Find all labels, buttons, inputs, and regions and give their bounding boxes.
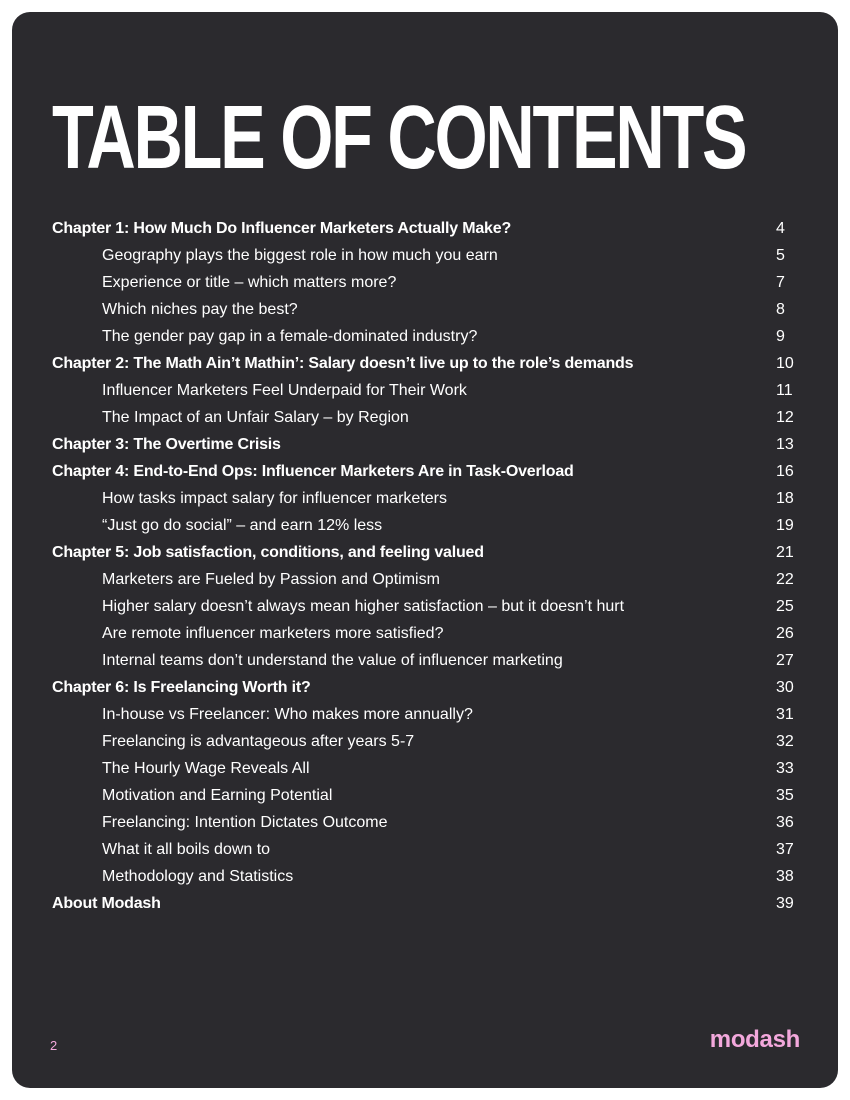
toc-entry-page-number: 39: [776, 895, 794, 912]
toc-section-entry[interactable]: [12, 836, 838, 863]
toc-entry-page-number: 25: [776, 598, 794, 615]
toc-entry-title: About Modash: [52, 895, 161, 912]
toc-entry-title: Which niches pay the best?: [102, 301, 298, 318]
toc-entry-page-number: 10: [776, 355, 794, 372]
toc-entry-page-number: 22: [776, 571, 794, 588]
toc-entry-title: Methodology and Statistics: [102, 868, 294, 885]
toc-entry-title: In-house vs Freelancer: Who makes more annually?: [102, 706, 473, 723]
toc-entry-page-number: 31: [776, 706, 794, 723]
toc-entry-title: Chapter 3: The Overtime Crisis: [52, 436, 281, 453]
toc-entry-page-number: 30: [776, 679, 794, 696]
toc-entry-title: Experience or title – which matters more?: [102, 274, 397, 291]
toc-entry-page-number: 16: [776, 463, 794, 480]
toc-section-entry[interactable]: [12, 377, 838, 404]
brand-logo: modash: [709, 1026, 800, 1053]
toc-entry-title: Chapter 6: Is Freelancing Worth it?: [52, 679, 311, 696]
toc-entry-page-number: 38: [776, 868, 794, 885]
toc-entry-title: Chapter 4: End-to-End Ops: Influencer Marketers Are in Task-Overload: [52, 463, 574, 480]
toc-section-entry[interactable]: [12, 728, 838, 755]
toc-entry-page-number: 5: [776, 247, 785, 264]
toc-entry-page-number: 33: [776, 760, 794, 777]
toc-entry-page-number: 4: [776, 220, 785, 237]
toc-section-entry[interactable]: [12, 323, 838, 350]
toc-chapter-entry[interactable]: [12, 458, 838, 485]
toc-entry-title: The Impact of an Unfair Salary – by Region: [102, 409, 409, 426]
toc-entry-title: Influencer Marketers Feel Underpaid for Their Work: [102, 382, 467, 399]
toc-entry-page-number: 32: [776, 733, 794, 750]
toc-section-entry[interactable]: [12, 485, 838, 512]
document-page: [12, 12, 838, 1088]
toc-entry-title: Chapter 2: The Math Ain’t Mathin’: Salary doesn’t live up to the role’s demands: [52, 355, 634, 372]
toc-entry-title: The gender pay gap in a female-dominated industry?: [102, 328, 478, 345]
toc-entry-page-number: 7: [776, 274, 785, 291]
toc-entry-title: Motivation and Earning Potential: [102, 787, 333, 804]
toc-entry-title: What it all boils down to: [102, 841, 271, 858]
toc-entry-page-number: 13: [776, 436, 794, 453]
toc-entry-title: “Just go do social” – and earn 12% less: [102, 517, 383, 534]
toc-entry-title: Geography plays the biggest role in how much you earn: [102, 247, 498, 264]
toc-entry-page-number: 36: [776, 814, 794, 831]
toc-chapter-entry[interactable]: [12, 350, 838, 377]
toc-entry-title: Freelancing is advantageous after years 5-7: [102, 733, 415, 750]
toc-section-entry[interactable]: [12, 755, 838, 782]
toc-chapter-entry[interactable]: [12, 431, 838, 458]
toc-section-entry[interactable]: [12, 269, 838, 296]
toc-entry-page-number: 21: [776, 544, 794, 561]
toc-section-entry[interactable]: [12, 647, 838, 674]
toc-entry-page-number: 11: [776, 382, 793, 399]
toc-chapter-entry[interactable]: [12, 215, 838, 242]
toc-section-entry[interactable]: [12, 863, 838, 890]
toc-entry-title: How tasks impact salary for influencer marketers: [102, 490, 447, 507]
toc-section-entry[interactable]: [12, 701, 838, 728]
toc-entry-page-number: 35: [776, 787, 794, 804]
toc-entry-page-number: 27: [776, 652, 794, 669]
table-of-contents: [12, 215, 838, 917]
toc-chapter-entry[interactable]: [12, 674, 838, 701]
toc-entry-title: Are remote influencer marketers more satisfied?: [102, 625, 444, 642]
toc-section-entry[interactable]: [12, 782, 838, 809]
toc-entry-page-number: 9: [776, 328, 785, 345]
toc-section-entry[interactable]: [12, 809, 838, 836]
toc-entry-page-number: 19: [776, 517, 794, 534]
toc-entry-title: Higher salary doesn’t always mean higher satisfaction – but it doesn’t hurt: [102, 598, 625, 615]
toc-section-entry[interactable]: [12, 593, 838, 620]
page-title: TABLE OF CONTENTS: [52, 88, 746, 188]
toc-entry-page-number: 8: [776, 301, 785, 318]
toc-entry-title: Marketers are Fueled by Passion and Optimism: [102, 571, 440, 588]
toc-chapter-entry[interactable]: [12, 539, 838, 566]
toc-entry-title: Freelancing: Intention Dictates Outcome: [102, 814, 388, 831]
toc-section-entry[interactable]: [12, 620, 838, 647]
toc-entry-title: Chapter 1: How Much Do Influencer Marketers Actually Make?: [52, 220, 512, 237]
toc-entry-page-number: 37: [776, 841, 794, 858]
toc-entry-title: Chapter 5: Job satisfaction, conditions, and feeling valued: [52, 544, 484, 561]
toc-chapter-entry[interactable]: [12, 890, 838, 917]
toc-section-entry[interactable]: [12, 296, 838, 323]
toc-section-entry[interactable]: [12, 566, 838, 593]
toc-entry-title: Internal teams don’t understand the value of influencer marketing: [102, 652, 563, 669]
toc-section-entry[interactable]: [12, 512, 838, 539]
toc-section-entry[interactable]: [12, 242, 838, 269]
toc-entry-page-number: 18: [776, 490, 794, 507]
toc-section-entry[interactable]: [12, 404, 838, 431]
toc-entry-page-number: 12: [776, 409, 794, 426]
toc-entry-page-number: 26: [776, 625, 794, 642]
toc-entry-title: The Hourly Wage Reveals All: [102, 760, 310, 777]
page-number: 2: [50, 1038, 58, 1053]
